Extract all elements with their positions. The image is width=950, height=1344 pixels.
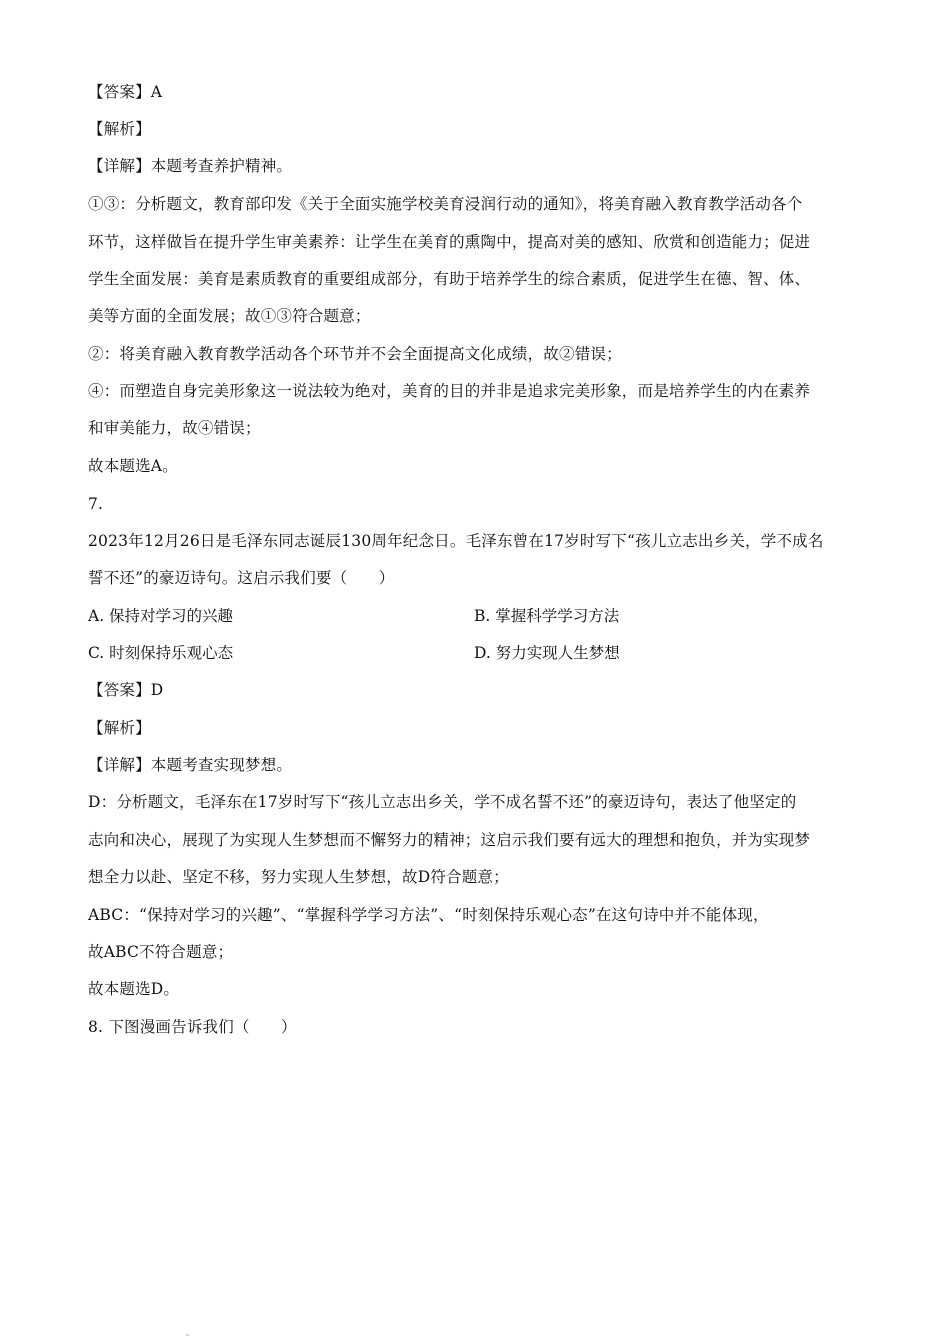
q6-explanation-line: ④：而塑造自身完美形象这一说法较为绝对，美育的目的并非是追求完美形象，而是培养学生的内在素养 — [88, 382, 811, 400]
q7-conclusion: 故本题选D。 — [88, 980, 180, 998]
q6-explanation-line: 学生全面发展：美育是素质教育的重要组成部分，有助于培养学生的综合素质，促进学生在德、智、体、 — [88, 270, 811, 288]
q7-option-c: C. 时刻保持乐观心态 — [88, 644, 234, 662]
q7-option-a: A. 保持对学习的兴趣 — [88, 607, 234, 625]
q7-explanation-line: 故ABC不符合题意； — [88, 943, 234, 961]
q6-analysis-heading: 【解析】 — [88, 120, 151, 138]
q7-option-d: D. 努力实现人生梦想 — [474, 644, 620, 662]
q6-detail: 【详解】本题考查养护精神。 — [88, 157, 293, 175]
q7-option-b: B. 掌握科学学习方法 — [474, 607, 620, 625]
q7-explanation-line: ABC：“保持对学习的兴趣”、“掌握科学学习方法”、“时刻保持乐观心态”在这句诗中并不能体现， — [88, 906, 769, 924]
q7-explanation-line: D：分析题文，毛泽东在17岁时写下“孩儿立志出乡关，学不成名誓不还”的豪迈诗句，表达了他坚定的 — [88, 793, 797, 811]
q6-explanation-line: ①③：分析题文，教育部印发《关于全面实施学校美育浸润行动的通知》，将美育融入教育教学活动各个 — [88, 195, 803, 213]
q6-explanation-line: 环节，这样做旨在提升学生审美素养：让学生在美育的熏陶中，提高对美的感知、欣赏和创造能力；促进 — [88, 233, 811, 251]
q7-stem-line: 2023年12月26日是毛泽东同志诞辰130周年纪念日。毛泽东曾在17岁时写下“孩儿立志出乡关，学不成名 — [88, 532, 824, 550]
q7-answer: 【答案】D — [88, 681, 164, 699]
q7-explanation-line: 志向和决心，展现了为实现人生梦想而不懈努力的精神；这启示我们要有远大的理想和抱负，并为实现梦 — [88, 831, 811, 849]
page-speck — [186, 1334, 189, 1336]
q6-explanation-line: 和审美能力，故④错误； — [88, 419, 261, 437]
q8-stem: 8. 下图漫画告诉我们（ ） — [88, 1018, 297, 1036]
q7-number: 7. — [88, 495, 104, 513]
q7-analysis-heading: 【解析】 — [88, 719, 151, 737]
q6-answer: 【答案】A — [88, 83, 163, 101]
q6-conclusion: 故本题选A。 — [88, 457, 178, 475]
q6-explanation-line: 美等方面的全面发展；故①③符合题意； — [88, 307, 371, 325]
q6-explanation-line: ②：将美育融入教育教学活动各个环节并不会全面提高文化成绩，故②错误； — [88, 345, 622, 363]
q7-stem-line: 誓不还”的豪迈诗句。这启示我们要（ ） — [88, 569, 395, 587]
q7-detail: 【详解】本题考查实现梦想。 — [88, 756, 293, 774]
q7-explanation-line: 想全力以赴、坚定不移，努力实现人生梦想，故D符合题意； — [88, 868, 509, 886]
